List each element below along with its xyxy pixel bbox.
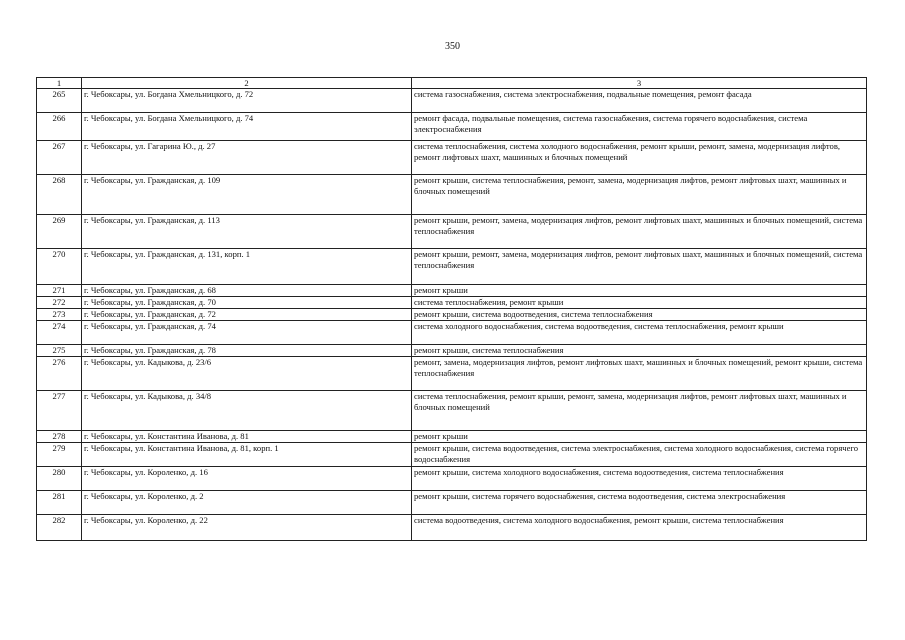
row-number: 270 xyxy=(37,249,82,285)
row-number: 266 xyxy=(37,113,82,141)
row-address: г. Чебоксары, ул. Гражданская, д. 109 xyxy=(82,175,412,215)
row-works: система газоснабжения, система электроснабжения, подвальные помещения, ремонт фасада xyxy=(412,89,867,113)
row-number: 265 xyxy=(37,89,82,113)
table-row xyxy=(37,431,867,443)
row-works: ремонт крыши, ремонт, замена, модернизация лифтов, ремонт лифтовых шахт, машинных и блочных помещений, система теплоснабжения xyxy=(412,215,867,249)
row-works: система теплоснабжения, ремонт крыши, ремонт, замена, модернизация лифтов, ремонт лифтовых шахт, машинных и блочных помещений xyxy=(412,391,867,431)
table-row xyxy=(37,391,867,431)
row-number: 274 xyxy=(37,321,82,345)
row-address: г. Чебоксары, ул. Константина Иванова, д. 81 xyxy=(82,431,412,443)
row-address: г. Чебоксары, ул. Гражданская, д. 72 xyxy=(82,309,412,321)
column-header-3: 3 xyxy=(412,78,867,89)
row-works: ремонт крыши xyxy=(412,285,867,297)
column-header-2: 2 xyxy=(82,78,412,89)
row-works: система водоотведения, система холодного водоснабжения, ремонт крыши, система теплоснабжения xyxy=(412,515,867,541)
row-number: 276 xyxy=(37,357,82,391)
table-row xyxy=(37,309,867,321)
row-works: система теплоснабжения, система холодного водоснабжения, ремонт крыши, ремонт, замена, модернизация лифтов, ремонт лифтовых шахт, машинных и блочных помещений xyxy=(412,141,867,175)
row-works: ремонт крыши xyxy=(412,431,867,443)
row-works: ремонт крыши, система теплоснабжения, ремонт, замена, модернизация лифтов, ремонт лифтовых шахт, машинных и блочных помещений xyxy=(412,175,867,215)
row-address: г. Чебоксары, ул. Константина Иванова, д. 81, корп. 1 xyxy=(82,443,412,467)
row-works: ремонт крыши, система холодного водоснабжения, система водоотведения, система теплоснабжения xyxy=(412,467,867,491)
row-number: 268 xyxy=(37,175,82,215)
row-number: 281 xyxy=(37,491,82,515)
row-address: г. Чебоксары, ул. Короленко, д. 2 xyxy=(82,491,412,515)
table-row xyxy=(37,215,867,249)
row-number: 280 xyxy=(37,467,82,491)
row-address: г. Чебоксары, ул. Гражданская, д. 74 xyxy=(82,321,412,345)
table-row xyxy=(37,515,867,541)
row-address: г. Чебоксары, ул. Гражданская, д. 68 xyxy=(82,285,412,297)
row-number: 267 xyxy=(37,141,82,175)
table-row xyxy=(37,443,867,467)
table-row xyxy=(37,297,867,309)
row-address: г. Чебоксары, ул. Богдана Хмельницкого, д. 74 xyxy=(82,113,412,141)
row-address: г. Чебоксары, ул. Гражданская, д. 131, корп. 1 xyxy=(82,249,412,285)
table-row xyxy=(37,249,867,285)
row-works: ремонт крыши, система теплоснабжения xyxy=(412,345,867,357)
row-works: ремонт крыши, система водоотведения, система электроснабжения, система холодного водоснабжения, система горячего водоснабжения xyxy=(412,443,867,467)
row-address: г. Чебоксары, ул. Короленко, д. 16 xyxy=(82,467,412,491)
column-header-1: 1 xyxy=(37,78,82,89)
row-address: г. Чебоксары, ул. Гражданская, д. 78 xyxy=(82,345,412,357)
row-works: ремонт, замена, модернизация лифтов, ремонт лифтовых шахт, машинных и блочных помещений, ремонт крыши, система теплоснабжения xyxy=(412,357,867,391)
table-row xyxy=(37,141,867,175)
row-address: г. Чебоксары, ул. Кадыкова, д. 34/8 xyxy=(82,391,412,431)
row-number: 273 xyxy=(37,309,82,321)
table-row xyxy=(37,285,867,297)
row-number: 275 xyxy=(37,345,82,357)
table-row xyxy=(37,113,867,141)
row-address: г. Чебоксары, ул. Богдана Хмельницкого, д. 72 xyxy=(82,89,412,113)
row-number: 269 xyxy=(37,215,82,249)
row-works: ремонт фасада, подвальные помещения, система газоснабжения, система горячего водоснабжения, система электроснабжения xyxy=(412,113,867,141)
row-address: г. Чебоксары, ул. Кадыкова, д. 23/6 xyxy=(82,357,412,391)
table-row xyxy=(37,321,867,345)
row-number: 271 xyxy=(37,285,82,297)
row-address: г. Чебоксары, ул. Гражданская, д. 113 xyxy=(82,215,412,249)
row-number: 277 xyxy=(37,391,82,431)
table-row xyxy=(37,175,867,215)
table-row xyxy=(37,345,867,357)
row-number: 282 xyxy=(37,515,82,541)
row-works: система холодного водоснабжения, система водоотведения, система теплоснабжения, ремонт крыши xyxy=(412,321,867,345)
row-number: 272 xyxy=(37,297,82,309)
table-row xyxy=(37,89,867,113)
works-table xyxy=(36,77,867,541)
row-works: ремонт крыши, ремонт, замена, модернизация лифтов, ремонт лифтовых шахт, машинных и блочных помещений, система теплоснабжения xyxy=(412,249,867,285)
row-number: 279 xyxy=(37,443,82,467)
row-works: ремонт крыши, система горячего водоснабжения, система водоотведения, система электроснабжения xyxy=(412,491,867,515)
table-row xyxy=(37,357,867,391)
table-header-row xyxy=(37,78,867,89)
row-address: г. Чебоксары, ул. Гражданская, д. 70 xyxy=(82,297,412,309)
row-address: г. Чебоксары, ул. Гагарина Ю., д. 27 xyxy=(82,141,412,175)
table-row xyxy=(37,491,867,515)
row-number: 278 xyxy=(37,431,82,443)
row-address: г. Чебоксары, ул. Короленко, д. 22 xyxy=(82,515,412,541)
page-number: 350 xyxy=(445,41,460,52)
table-row xyxy=(37,467,867,491)
row-works: ремонт крыши, система водоотведения, система теплоснабжения xyxy=(412,309,867,321)
row-works: система теплоснабжения, ремонт крыши xyxy=(412,297,867,309)
